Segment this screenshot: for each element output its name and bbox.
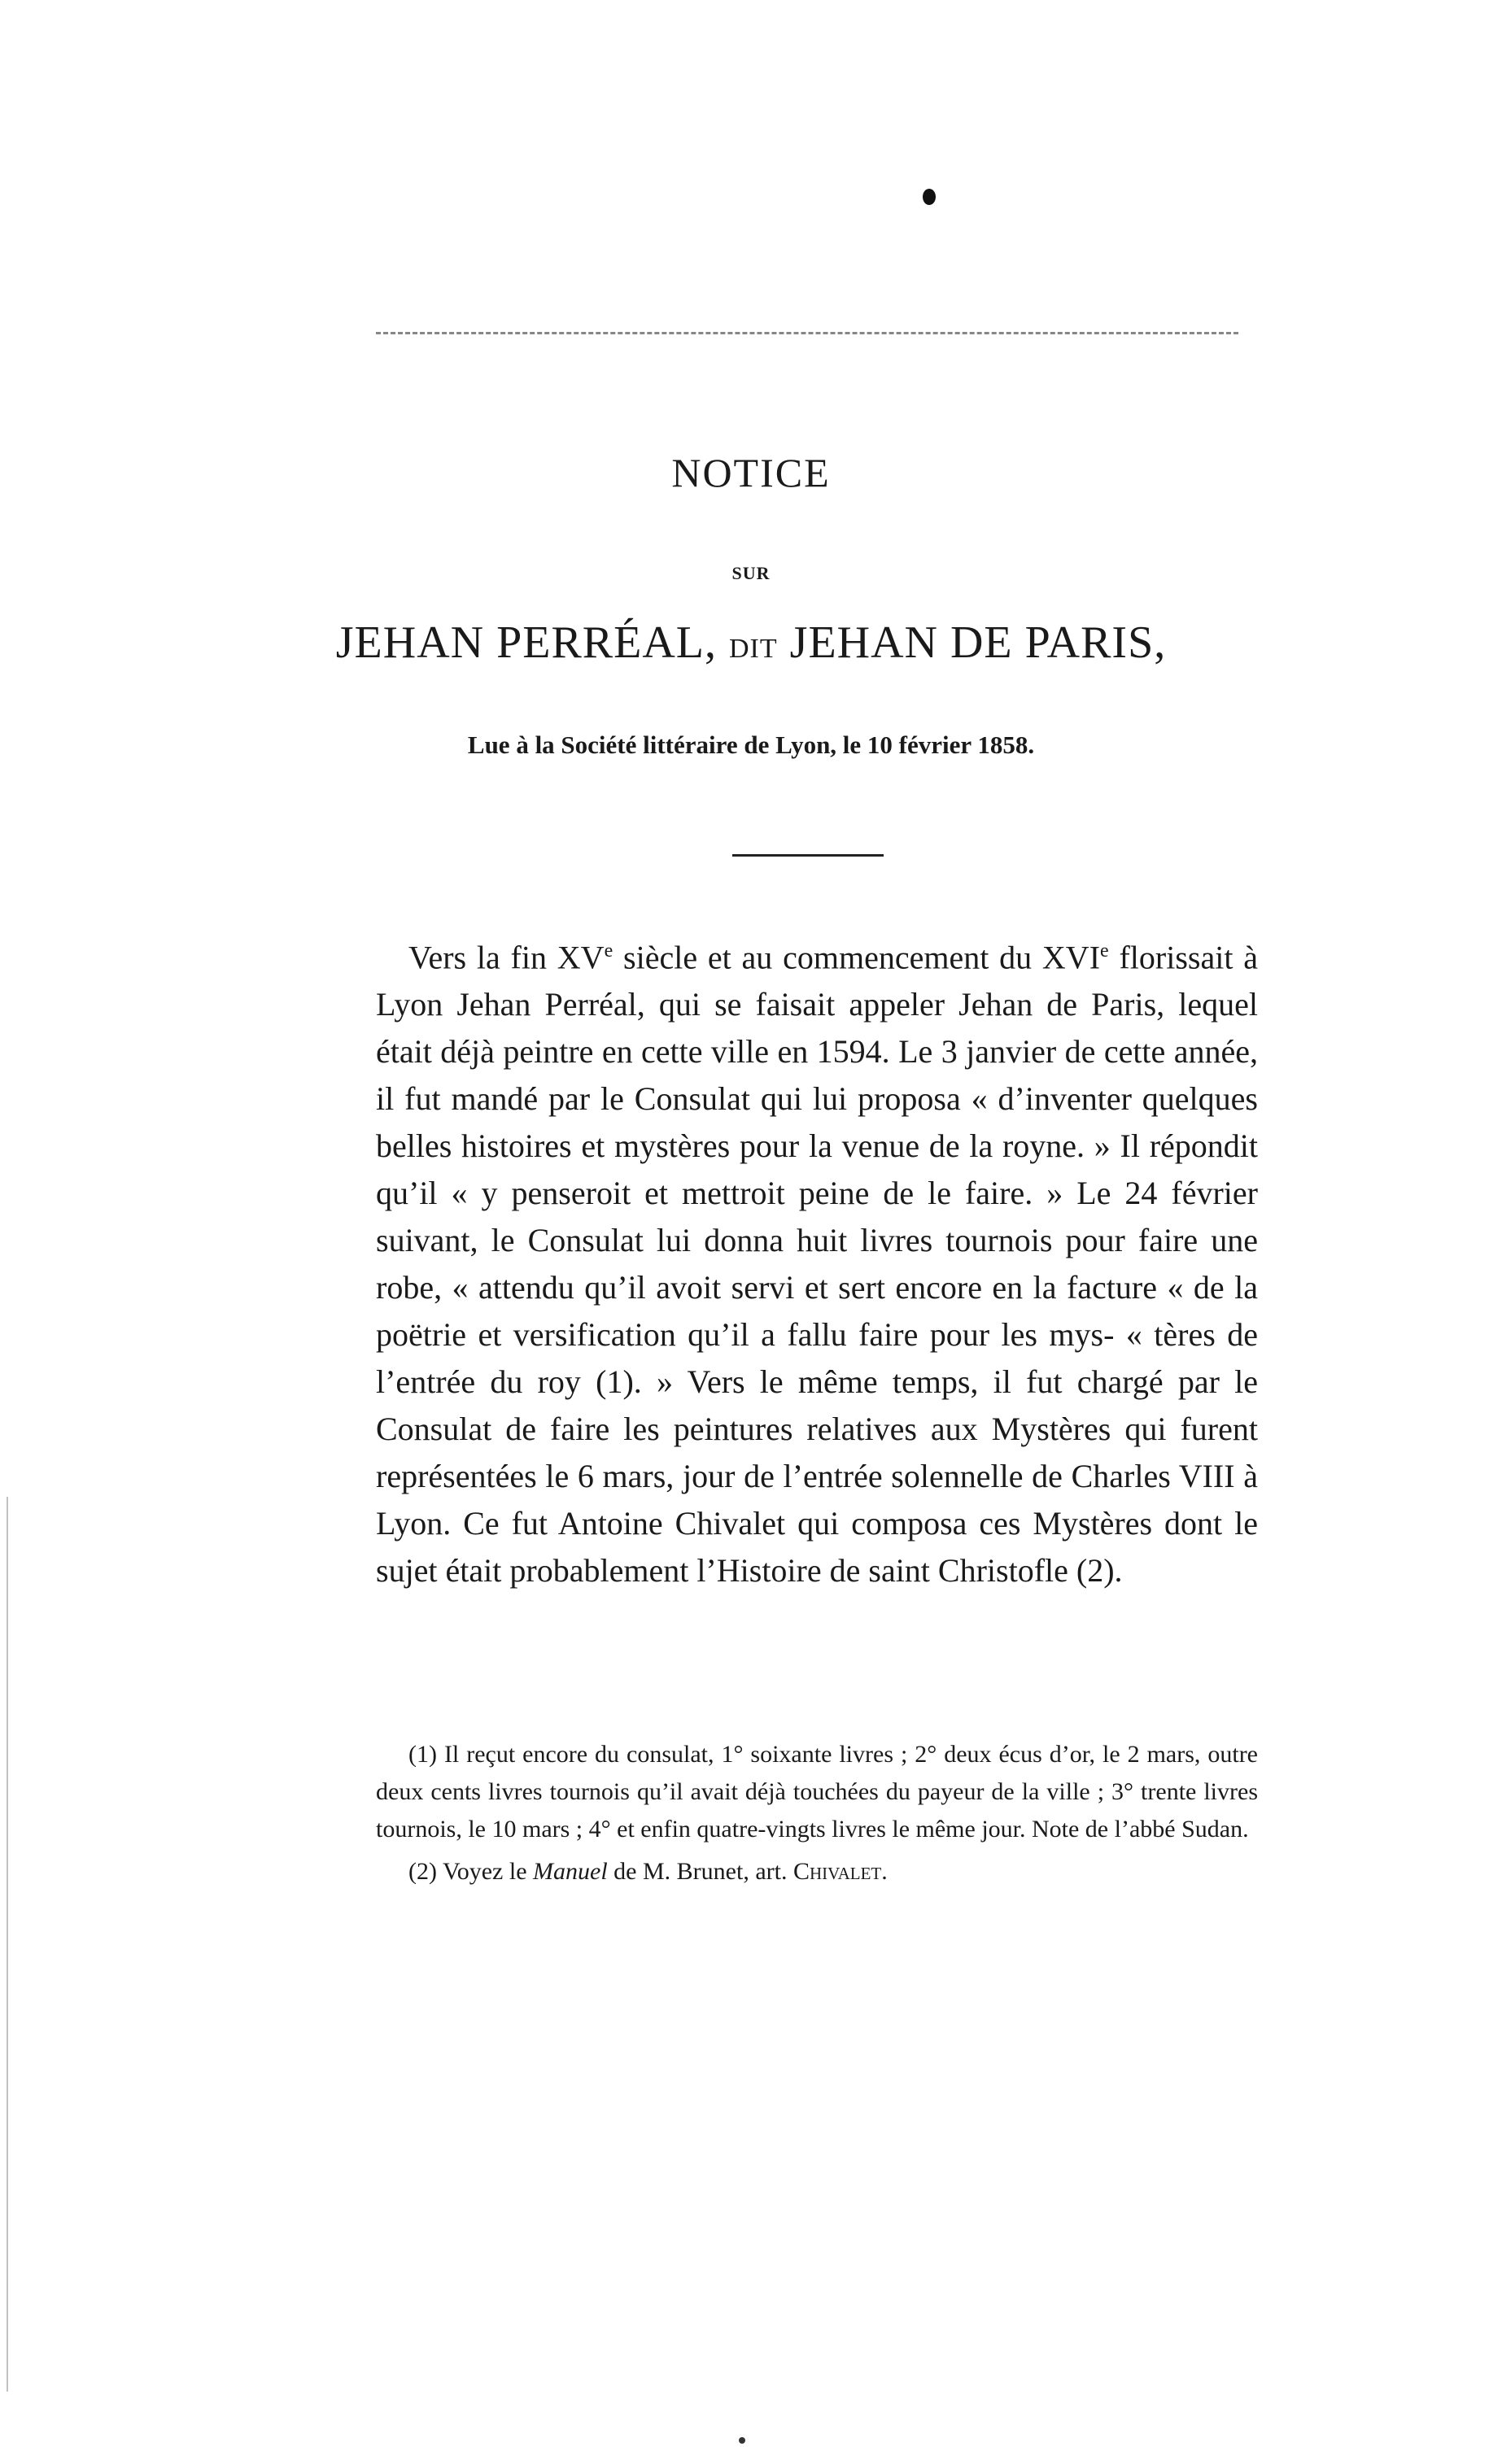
body-text — [376, 927, 1258, 1594]
footnote-2: (2) Voyez le Manuel de M. Brunet, art. Chivalet. — [408, 1858, 888, 1885]
title-connector: SUR — [731, 563, 771, 583]
reading-note: Lue à la Société littéraire de Lyon, le 10 février 1858. — [467, 730, 1035, 759]
bottom-mark — [739, 2437, 745, 2444]
footnote-article: Chivalet. — [792, 1858, 888, 1885]
subject-dit: DIT — [729, 634, 778, 664]
top-rule — [376, 332, 1238, 334]
footnote-1: (1) Il reçut encore du consulat, 1° soixante livres ; 2° deux écus d’or, le 2 mars, outre deux cents livres tournois qu’il avait déjà touchées du payeur de la ville ; 3° trente livres tournois, le 10 mars ; 4° et enfin quatre-vingts livres le même jour. Note de l’abbé Sudan. — [376, 1741, 1258, 1843]
ink-mark — [923, 189, 936, 205]
subject-alias: JEHAN DE PARIS, — [789, 617, 1167, 668]
section-divider — [732, 854, 884, 857]
scan-edge-line — [7, 1497, 8, 2392]
footnotes — [376, 1736, 1258, 1895]
subject-name: JEHAN PERRÉAL, — [335, 617, 717, 668]
body-paragraph: Vers la fin XVe siècle et au commencement du XVIe florissait à Lyon Jehan Perréal, qui se faisait appeler Jehan de Paris, lequel était déjà peintre en cette ville en 1594. Le 3 janvier de cette année, il fut mandé par le Consulat qui lui proposa « d’inventer quelques belles histoires et mystères pour la venue de la royne. » Il répondit qu’il « y penseroit et mettroit peine de le faire. » Le 24 février suivant, le Consulat lui donna huit livres tournois pour faire une robe, « attendu qu’il avoit servi et sert encore en la facture « de la poëtrie et versification qu’il a fallu faire pour les mys- « tères de l’entrée du roy (1). » Vers le même temps, il fut chargé par le Consulat de faire les peintures relatives aux Mystères qui furent représentées le 6 mars, jour de l’entrée solennelle de Charles VIII à Lyon. Ce fut Antoine Chivalet qui composa ces Mystères dont le sujet était probablement l’Histoire de saint Christofle (2). — [376, 939, 1259, 1590]
footnote-work-title: Manuel — [533, 1858, 608, 1885]
subject-heading — [0, 617, 1502, 669]
page-title: NOTICE — [671, 450, 831, 495]
